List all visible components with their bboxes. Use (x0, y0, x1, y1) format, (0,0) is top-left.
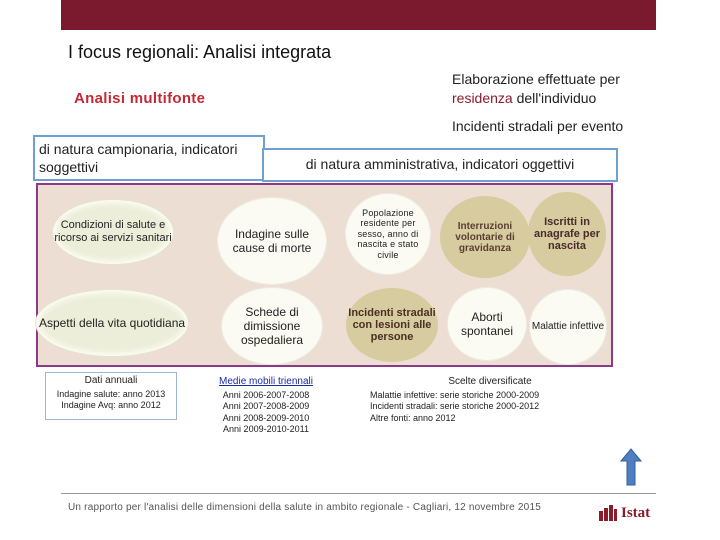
istat-logo-text: Istat (621, 504, 651, 521)
source-resident-population (346, 194, 430, 274)
annual-data-line: Indagine salute: anno 2013 (56, 389, 166, 399)
residence-note (452, 70, 672, 108)
diversified-choices-line: Incidenti stradali: serie storiche 2000-2012 (370, 401, 540, 411)
source-infectious-diseases (530, 290, 606, 364)
admin-sources-box: di natura amministrativa, indicatori oggettivi (262, 148, 618, 182)
source-spontaneous-abortions-label: Aborti spontanei (460, 310, 514, 338)
annual-data-line: Indagine Avq: anno 2012 (61, 400, 161, 410)
annual-data-box (45, 372, 177, 420)
source-health-conditions-label: Condizioni di salute e ricorso ai servizi sanitari (54, 219, 172, 244)
source-hospital-discharge (222, 288, 322, 364)
moving-averages-box (205, 376, 327, 436)
diversified-choices-line: Altre fonti: anno 2012 (370, 412, 456, 423)
residence-note-highlight: residenza (452, 90, 513, 106)
source-causes-of-death (218, 198, 326, 284)
header-bar (61, 0, 656, 30)
source-road-accidents-label: Incidenti stradali con lesioni alle persone (348, 307, 436, 343)
istat-logo-icon (598, 505, 618, 521)
moving-averages-line: Anni 2009-2010-2011 (223, 424, 309, 434)
source-hospital-discharge-label: Schede di dimissione ospedaliera (240, 305, 304, 347)
diversified-choices-heading: Scelte diversificate (448, 376, 532, 387)
footer-divider (61, 493, 656, 494)
source-daily-life-label: Aspetti della vita quotidiana (38, 316, 186, 330)
moving-averages-line: Anni 2007-2008-2009 (222, 401, 310, 411)
sample-sources-box: di natura campionaria, indicatori soggettivi (33, 135, 265, 181)
footer-text: Un rapporto per l'analisi delle dimensioni della salute in ambito regionale - Cagliari, 12 novembre 2015 (68, 502, 541, 513)
slide-title: I focus regionali: Analisi integrata (68, 42, 332, 62)
diversified-choices-box (370, 376, 610, 424)
moving-averages-heading[interactable]: Medie mobili triennali (219, 376, 313, 387)
source-resident-population-label: Popolazione residente per sesso, anno di nascita e stato civile (357, 207, 419, 260)
source-health-conditions (53, 200, 173, 264)
source-abortions-voluntary-label: Interruzioni volontarie di gravidanza (455, 220, 515, 254)
residence-note-post: dell'individuo (512, 90, 597, 106)
source-birth-registry-label: Iscritti in anagrafe per nascita (533, 216, 601, 252)
istat-logo (598, 503, 658, 523)
source-infectious-diseases-label: Malattie infettive (531, 321, 605, 332)
source-birth-registry (528, 192, 606, 276)
source-spontaneous-abortions (448, 288, 526, 360)
moving-averages-line: Anni 2008-2009-2010 (222, 412, 310, 423)
section-subtitle: Analisi multifonte (74, 90, 206, 107)
accidents-note: Incidenti stradali per evento (452, 118, 624, 134)
source-daily-life (36, 290, 188, 356)
source-causes-of-death-label: Indagine sulle cause di morte (232, 227, 312, 255)
source-abortions-voluntary (440, 196, 530, 278)
diversified-choices-line: Malattie infettive: serie storiche 2000-2009 (370, 389, 540, 400)
residence-note-pre: Elaborazione effettuate per (452, 71, 620, 87)
up-arrow-icon[interactable] (620, 448, 642, 486)
source-road-accidents (346, 288, 438, 362)
moving-averages-line: Anni 2006-2007-2008 (222, 389, 310, 400)
annual-data-heading: Dati annuali (84, 375, 138, 386)
